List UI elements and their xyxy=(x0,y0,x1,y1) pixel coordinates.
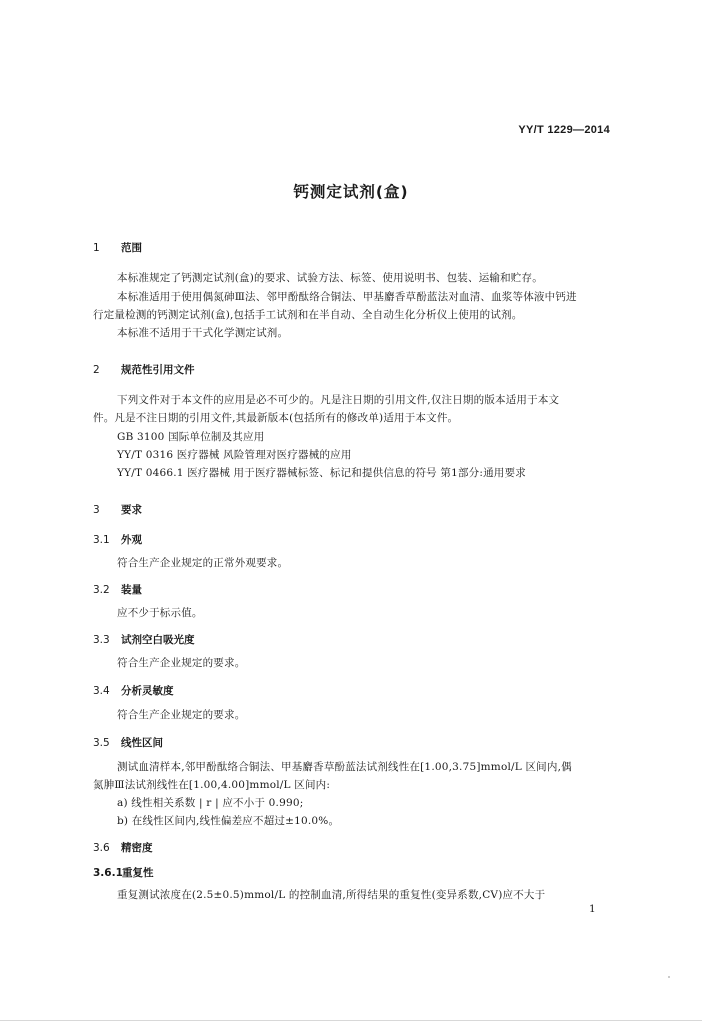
section-title: 重复性 xyxy=(122,867,154,879)
section-title: 要求 xyxy=(121,504,142,516)
section-3-heading xyxy=(93,502,142,517)
paragraph: 符合生产企业规定的正常外观要求。 xyxy=(117,557,289,569)
section-title: 线性区间 xyxy=(121,737,163,749)
section-1-heading xyxy=(93,240,142,255)
section-number: 3.5 xyxy=(93,737,110,749)
section-title: 规范性引用文件 xyxy=(121,364,195,376)
section-number: 3 xyxy=(93,504,100,516)
paragraph: 应不少于标示值。 xyxy=(117,607,203,619)
page-edge-rule xyxy=(0,1020,702,1021)
paragraph-continuation: 行定量检测的钙测定试剂(盒),包括手工试剂和在半自动、全自动生化分析仪上使用的试剂。 xyxy=(93,309,523,321)
paragraph: 本标准适用于使用偶氮砷Ⅲ法、邻甲酚酞络合铜法、甲基麝香草酚蓝法对血清、血浆等体液中钙进 xyxy=(117,291,577,303)
list-item: a) 线性相关系数 | r | 应不小于 0.990; xyxy=(117,797,304,809)
paragraph: 下列文件对于本文件的应用是必不可少的。凡是注日期的引用文件,仅注日期的版本适用于本文 xyxy=(117,394,560,406)
paragraph: 本标准规定了钙测定试剂(盒)的要求、试验方法、标签、使用说明书、包装、运输和贮存。 xyxy=(117,272,543,284)
section-title: 试剂空白吸光度 xyxy=(121,634,195,646)
subsection-3-6-1-heading xyxy=(93,865,154,880)
paragraph: 本标准不适用于干式化学测定试剂。 xyxy=(117,327,289,339)
section-title: 分析灵敏度 xyxy=(121,685,174,697)
page-number: 1 xyxy=(589,903,596,915)
paragraph-continuation: 氮胂Ⅲ法试剂线性在[1.00,4.00]mmol/L 区间内: xyxy=(93,779,331,791)
reference-item: GB 3100 国际单位制及其应用 xyxy=(117,431,265,443)
document-title: 钙测定试剂(盒) xyxy=(293,183,409,201)
subsection-3-4-heading xyxy=(93,683,174,698)
section-number: 3.4 xyxy=(93,685,110,697)
section-number: 1 xyxy=(93,242,100,254)
paragraph: 符合生产企业规定的要求。 xyxy=(117,657,246,669)
section-number: 3.6.1 xyxy=(93,867,123,879)
reference-item: YY/T 0316 医疗器械 风险管理对医疗器械的应用 xyxy=(117,449,352,461)
section-number: 3.1 xyxy=(93,534,110,546)
subsection-3-5-heading xyxy=(93,735,163,750)
subsection-3-3-heading xyxy=(93,632,195,647)
section-title: 外观 xyxy=(121,534,142,546)
paragraph-continuation: 件。凡是不注日期的引用文件,其最新版本(包括所有的修改单)适用于本文件。 xyxy=(93,412,459,424)
section-title: 范围 xyxy=(121,242,142,254)
list-item: b) 在线性区间内,线性偏差应不超过±10.0%。 xyxy=(117,815,340,827)
subsection-3-1-heading xyxy=(93,532,142,547)
section-2-heading xyxy=(93,362,195,377)
subsection-3-2-heading xyxy=(93,582,142,597)
section-number: 3.3 xyxy=(93,634,110,646)
section-title: 精密度 xyxy=(121,842,153,854)
section-title: 装量 xyxy=(121,584,142,596)
paragraph: 符合生产企业规定的要求。 xyxy=(117,709,246,721)
reference-item: YY/T 0466.1 医疗器械 用于医疗器械标签、标记和提供信息的符号 第1部分:通用要求 xyxy=(117,467,526,479)
subsection-3-6-heading xyxy=(93,840,153,855)
standard-code: YY/T 1229—2014 xyxy=(518,124,610,136)
paragraph: 测试血清样本,邻甲酚酞络合铜法、甲基麝香草酚蓝法试剂线性在[1.00,3.75]mmol/L 区间内,偶 xyxy=(117,761,572,773)
section-number: 2 xyxy=(93,364,100,376)
scan-speck xyxy=(668,976,670,978)
section-number: 3.6 xyxy=(93,842,110,854)
paragraph: 重复测试浓度在(2.5±0.5)mmol/L 的控制血清,所得结果的重复性(变异系数,CV)应不大于 xyxy=(117,889,546,901)
section-number: 3.2 xyxy=(93,584,110,596)
